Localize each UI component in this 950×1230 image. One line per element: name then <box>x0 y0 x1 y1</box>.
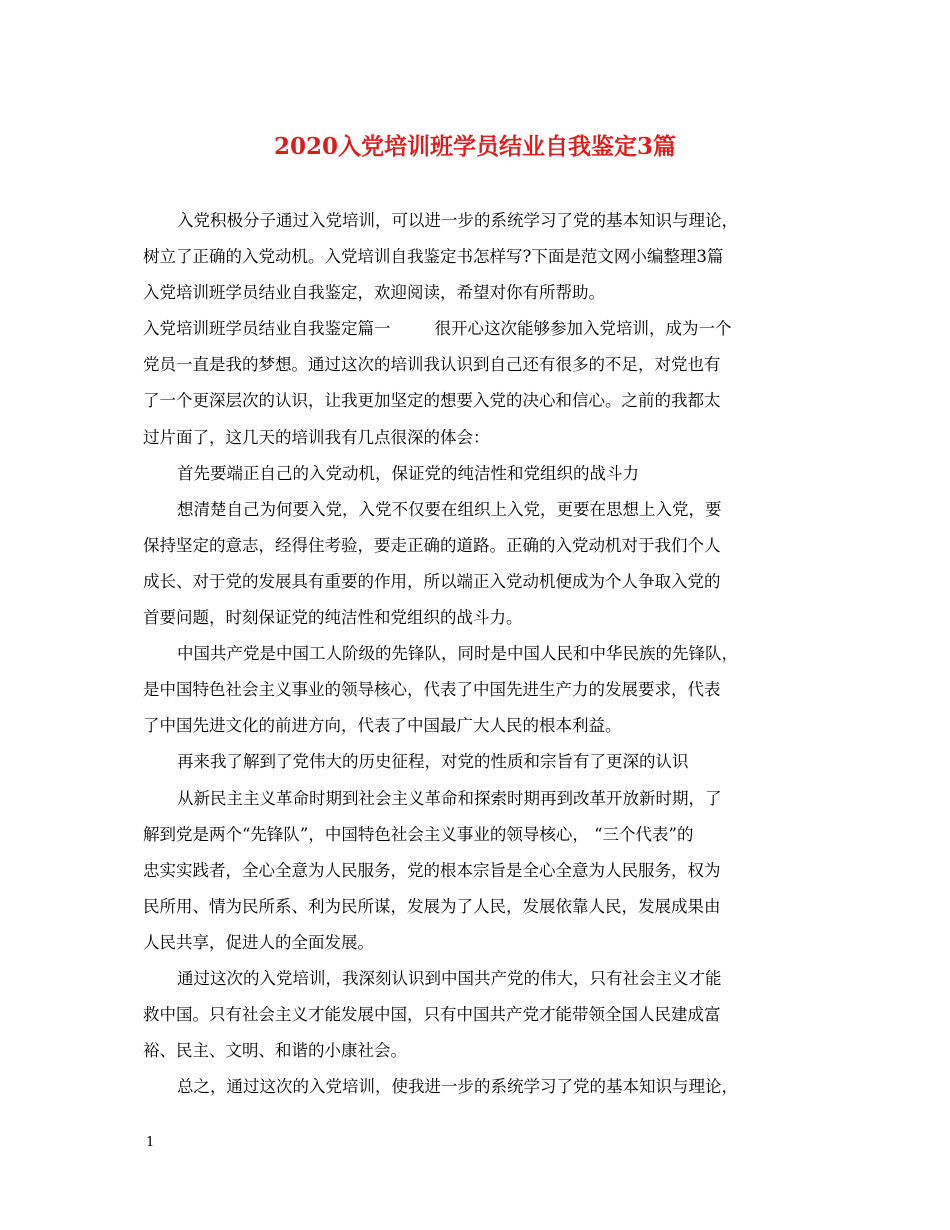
paragraph-line: 是中国特色社会主义事业的领导核心，代表了中国先进生产力的发展要求，代表 <box>143 680 721 700</box>
page-number: 1 <box>146 1135 155 1150</box>
paragraph-line: 了一个更深层次的认识，让我更加坚定的想要入党的决心和信心。之前的我都太 <box>143 391 721 411</box>
paragraph-line: 总之，通过这次的入党培训，使我进一步的系统学习了党的基本知识与理论， <box>177 1077 738 1097</box>
document-body <box>143 203 813 1105</box>
paragraph-line: 民所用、情为民所系、利为民所谋，发展为了人民，发展依靠人民，发展成果由 <box>143 896 721 916</box>
paragraph-line: 党员一直是我的梦想。通过这次的培训我认识到自己还有很多的不足，对党也有 <box>143 355 721 375</box>
paragraph-line: 裕、民主、文明、和谐的小康社会。 <box>143 1041 407 1061</box>
paragraph-line: 入党培训班学员结业自我鉴定，欢迎阅读，希望对你有所帮助。 <box>143 283 605 303</box>
paragraph-line: 过片面了，这几天的培训我有几点很深的体会： <box>143 427 490 447</box>
paragraph-line: 再来我了解到了党伟大的历史征程，对党的性质和宗旨有了更深的认识 <box>177 752 689 772</box>
section-heading: 入党培训班学员结业自我鉴定篇一 <box>143 319 391 339</box>
paragraph-line: 人民共享，促进人的全面发展。 <box>143 932 374 952</box>
paragraph-text: 很开心这次能够参加入党培训，成为一个 <box>434 319 732 339</box>
paragraph-line: 入党积极分子通过入党培训，可以进一步的系统学习了党的基本知识与理论， <box>177 211 738 230</box>
paragraph-line: 忠实实践者，全心全意为人民服务，党的根本宗旨是全心全意为人民服务，权为 <box>143 860 721 880</box>
paragraph-line: 成长、对于党的发展具有重要的作用，所以端正入党动机便成为个人争取入党的 <box>143 571 721 591</box>
paragraph-line: 中国共产党是中国工人阶级的先锋队，同时是中国人民和中华民族的先锋队， <box>177 644 738 664</box>
paragraph-line: 了中国先进文化的前进方向，代表了中国最广大人民的根本利益。 <box>143 716 622 736</box>
paragraph-line: 保持坚定的意志，经得住考验，要走正确的道路。正确的入党动机对于我们个人 <box>143 535 721 555</box>
paragraph-line: 救中国。只有社会主义才能发展中国，只有中国共产党才能带领全国人民建成富 <box>143 1005 721 1025</box>
paragraph-line: 从新民主主义革命时期到社会主义革命和探索时期再到改革开放新时期，了 <box>177 788 722 808</box>
paragraph-line: 解到党是两个“先锋队”，中国特色社会主义事业的领导核心， “三个代表”的 <box>143 824 694 844</box>
paragraph-line-with-section-heading <box>143 311 813 347</box>
paragraph-line: 通过这次的入党培训，我深刻认识到中国共产党的伟大，只有社会主义才能 <box>177 968 722 988</box>
document-title: 2020入党培训班学员结业自我鉴定3篇 <box>273 133 677 160</box>
paragraph-line: 首先要端正自己的入党动机，保证党的纯洁性和党组织的战斗力 <box>177 463 639 483</box>
paragraph-line: 树立了正确的入党动机。入党培训自我鉴定书怎样写?下面是范文网小编整理3篇 <box>143 247 724 267</box>
paragraph-line: 首要问题，时刻保证党的纯洁性和党组织的战斗力。 <box>143 608 523 628</box>
paragraph-line: 想清楚自己为何要入党，入党不仅要在组织上入党，更要在思想上入党，要 <box>177 499 722 519</box>
